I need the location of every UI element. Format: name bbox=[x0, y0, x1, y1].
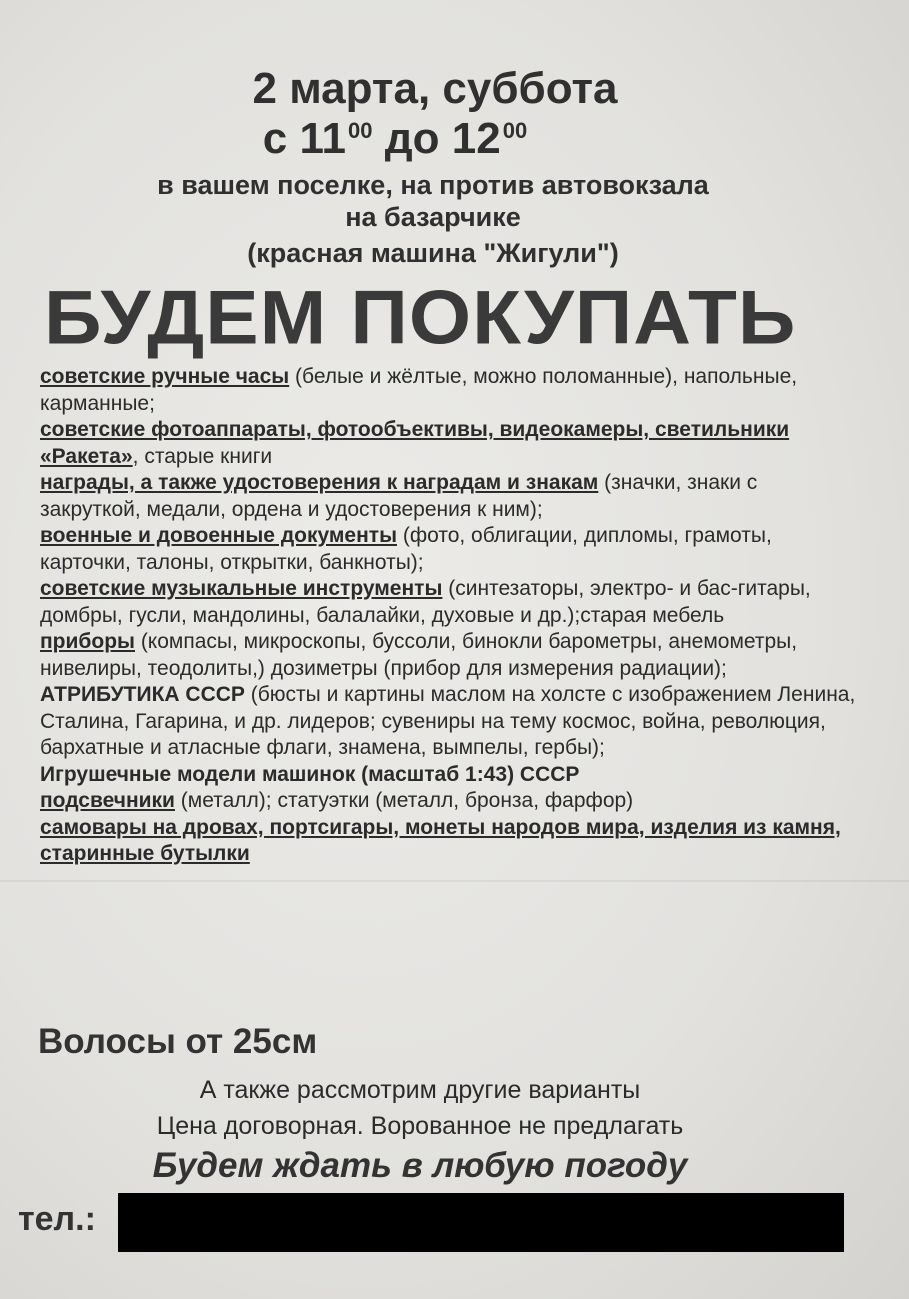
item-rest: (металл); статуэтки (металл, бронза, фарфор) bbox=[174, 789, 634, 812]
event-date: 2 марта, суббота bbox=[252, 64, 618, 113]
time-from: с 11 bbox=[262, 114, 347, 163]
item-rest: (белые и жёлтые, можно поломанные), напольные, карманные; bbox=[40, 365, 798, 415]
list-item bbox=[40, 576, 860, 629]
place-line-3: (красная машина "Жигули") bbox=[247, 238, 619, 268]
item-strong: награды, а также удостоверения к наградам и знакам bbox=[40, 471, 599, 494]
hair-offer: Волосы от 25см bbox=[38, 1022, 318, 1061]
time-to: до 12 bbox=[372, 114, 501, 163]
list-item bbox=[40, 523, 860, 576]
place-line-1: в вашем поселке, на против автовокзала bbox=[157, 170, 709, 200]
item-rest: (бюсты и картины маслом на холсте с изображением Ленина, Сталина, Гагарина, и др. лидеров; сувениры на тему космос, война, революция, бархатные и атласные флаги, знамена, вымпелы, гербы); bbox=[40, 683, 856, 759]
list-item bbox=[40, 788, 860, 815]
item-strong: советские ручные часы bbox=[40, 365, 290, 388]
item-rest: (значки, знаки с закруткой, медали, ордена и удостоверения к ним); bbox=[40, 471, 758, 521]
list-item bbox=[40, 470, 860, 523]
item-bold: Игрушечные модели машинок (масштаб 1:43) СССР bbox=[40, 762, 580, 786]
redacted-phone-bar bbox=[118, 1193, 844, 1252]
item-strong: подсвечники bbox=[40, 789, 175, 812]
price-note: Цена договорная. Ворованное не предлагать bbox=[156, 1112, 684, 1140]
headline: БУДЕМ ПОКУПАТЬ bbox=[44, 275, 797, 360]
items-list bbox=[40, 364, 860, 868]
list-item bbox=[40, 364, 860, 417]
item-strong: советские музыкальные инструменты bbox=[40, 577, 443, 600]
item-rest: , старые книги bbox=[132, 444, 273, 468]
list-item bbox=[40, 629, 860, 682]
also-consider: А также рассмотрим другие варианты bbox=[199, 1076, 641, 1104]
item-strong: самовары на дровах, портсигары, монеты народов мира, изделия из камня, старинные бутылки bbox=[40, 815, 841, 865]
weather-note: Будем ждать в любую погоду bbox=[152, 1146, 688, 1185]
time-from-minutes: 00 bbox=[348, 118, 373, 143]
item-rest: (компасы, микроскопы, буссоли, бинокли барометры, анемометры, нивелиры, теодолиты,) дозиметры (прибор для измерения радиации); bbox=[40, 630, 798, 680]
event-time bbox=[0, 114, 790, 164]
time-to-minutes: 00 bbox=[502, 118, 528, 143]
item-strong: советские фотоаппараты, фотообъективы, видеокамеры, светильники «Ракета» bbox=[40, 418, 790, 468]
list-item bbox=[40, 682, 860, 762]
item-strong: военные и довоенные документы bbox=[40, 524, 397, 547]
item-rest: (фото, облигации, дипломы, грамоты, карточки, талоны, открытки, банкноты); bbox=[40, 524, 772, 574]
paper-fold bbox=[0, 880, 909, 882]
list-item bbox=[40, 815, 860, 868]
phone-label: тел.: bbox=[18, 1200, 96, 1238]
item-bold: АТРИБУТИКА СССР bbox=[40, 683, 245, 706]
item-rest: (синтезаторы, электро- и бас-гитары, домбры, гусли, мандолины, балалайки, духовые и др.);старая мебель bbox=[40, 577, 811, 627]
place-line-2: на базарчике bbox=[345, 202, 521, 232]
list-item bbox=[40, 417, 860, 470]
list-item bbox=[40, 762, 860, 789]
item-strong: приборы bbox=[40, 630, 135, 653]
